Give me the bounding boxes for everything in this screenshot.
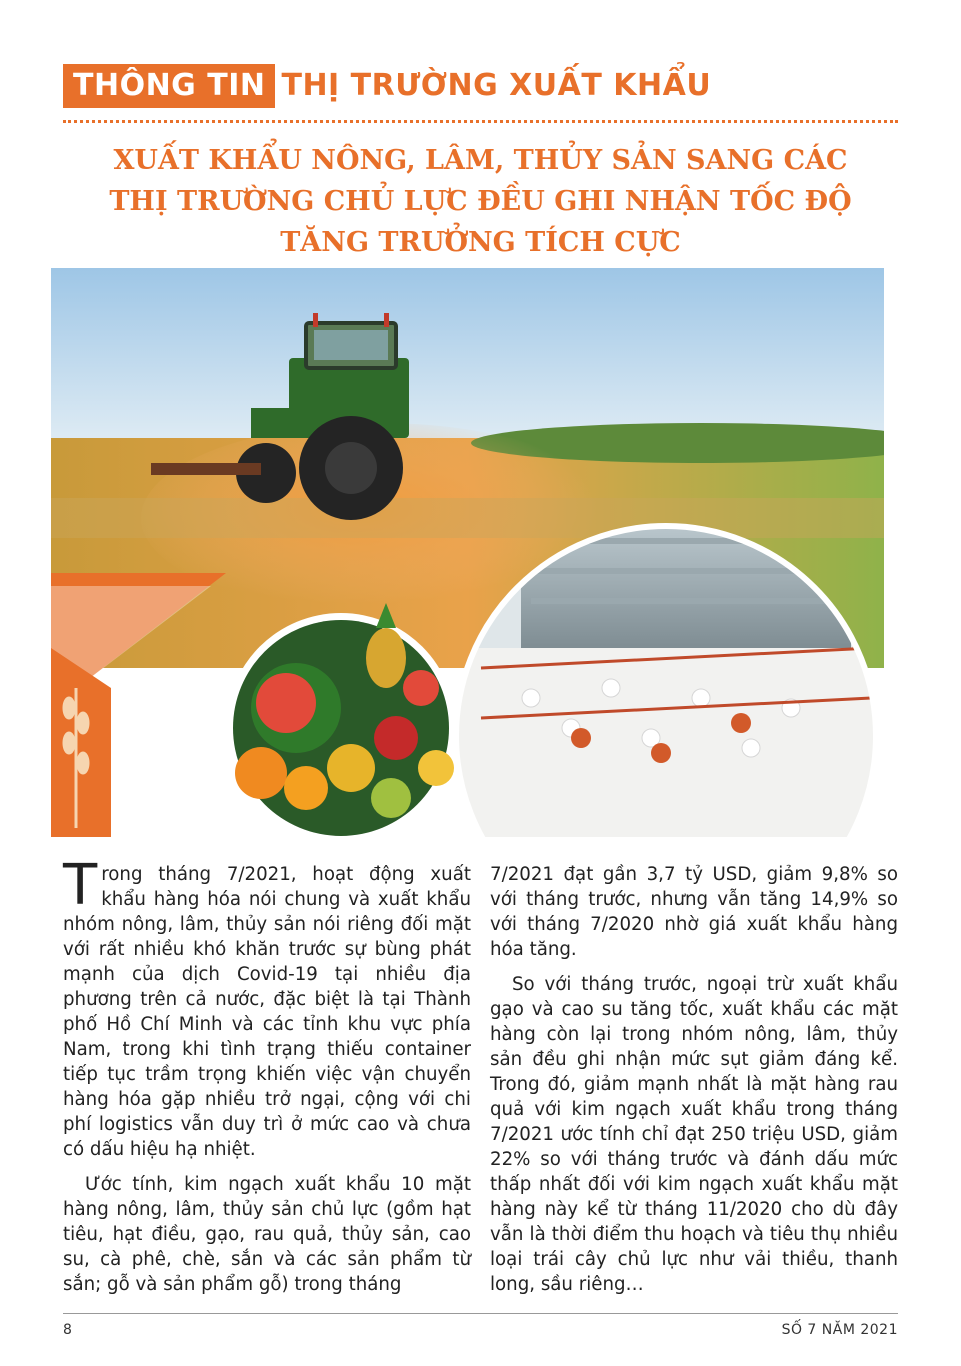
section-header [63,64,711,108]
crop-rows [51,498,884,538]
dotted-divider [63,120,898,123]
headline-line-2: THỊ TRƯỜNG CHỦ LỰC ĐỀU GHI NHẬN TỐC ĐỘ [109,186,852,217]
page-number: 8 [63,1322,72,1338]
paragraph-3: So với tháng trước, ngoại trừ xuất khẩu gạo và cao su tăng tốc, xuất khẩu các mặt hàng còn lại trong nhóm nông, lâm, thủy sản đều ghi nhận mức sụt giảm đáng kể. Trong đó, giảm mạnh nhất là mặt hàng rau quả với kim ngạch xuất khẩu trong tháng 7/2021 ước tính chỉ đạt 250 triệu USD, giảm 22% so với tháng trước và đánh dấu mức thấp nhất đối với kim ngạch xuất khẩu mặt hàng này kể từ tháng 11/2020 cho dù đây vẫn là thời điểm thu hoạch và tiêu thụ nhiều loại trái cây chủ lực như vải thiều, thanh long, sầu riêng… [490,974,898,1295]
paragraph-2-start: Ước tính, kim ngạch xuất khẩu 10 mặt hàng nông, lâm, thủy sản chủ lực (gồm hạt tiêu, hạt điều, gạo, rau quả, thủy sản, cao su, cà phê, chè, sắn và các sản phẩm từ sắn; gỗ và sản phẩm gỗ) trong tháng [63,1174,471,1295]
pineapple [366,628,406,688]
article-column-left [63,853,471,1297]
section-title: THỊ TRƯỜNG XUẤT KHẨU [281,68,712,103]
footer-divider [63,1313,898,1314]
article-column-right [490,862,898,1297]
paragraph-2-end: 7/2021 đạt gần 3,7 tỷ USD, giảm 9,8% so với tháng trước, nhưng vẫn tăng 14,9% so với tháng 7/2020 nhờ giá xuất khẩu hàng hóa tăng. [490,864,898,960]
orange [235,747,287,799]
section-badge: THÔNG TIN [63,64,275,108]
paragraph-1 [63,853,471,1162]
paragraph-1-text: rong tháng 7/2021, hoạt động xuất khẩu hàng hóa nói chung và xuất khẩu nhóm nông, lâm, thủy sản nói riêng đối mặt với rất nhiều khó khăn trước sự bùng phát mạnh của dịch Covid-19 tại nhiều địa phương trên cả nước, đặc biệt là tại Thành phố Hồ Chí Minh và các tỉnh khu vực phía Nam, trong khi tình trạng thiếu container tiếp tục trầm trọng khiến việc vận chuyển hàng hóa gặp nhiều trở ngại, cộng với chi phí logistics vẫn duy trì ở mức cao và chưa có dấu hiệu hạ nhiệt. [63,864,471,1160]
hero-collage-image [51,268,884,837]
headline-line-1: XUẤT KHẨU NÔNG, LÂM, THỦY SẢN SANG CÁC [113,145,848,176]
drop-cap: T [63,853,98,918]
issue-label: SỐ 7 NĂM 2021 [781,1322,898,1338]
article-headline [63,140,898,263]
article-body [63,853,898,1302]
orange-left-panel [51,648,111,837]
headline-line-3: TĂNG TRƯỞNG TÍCH CỰC [280,227,681,258]
